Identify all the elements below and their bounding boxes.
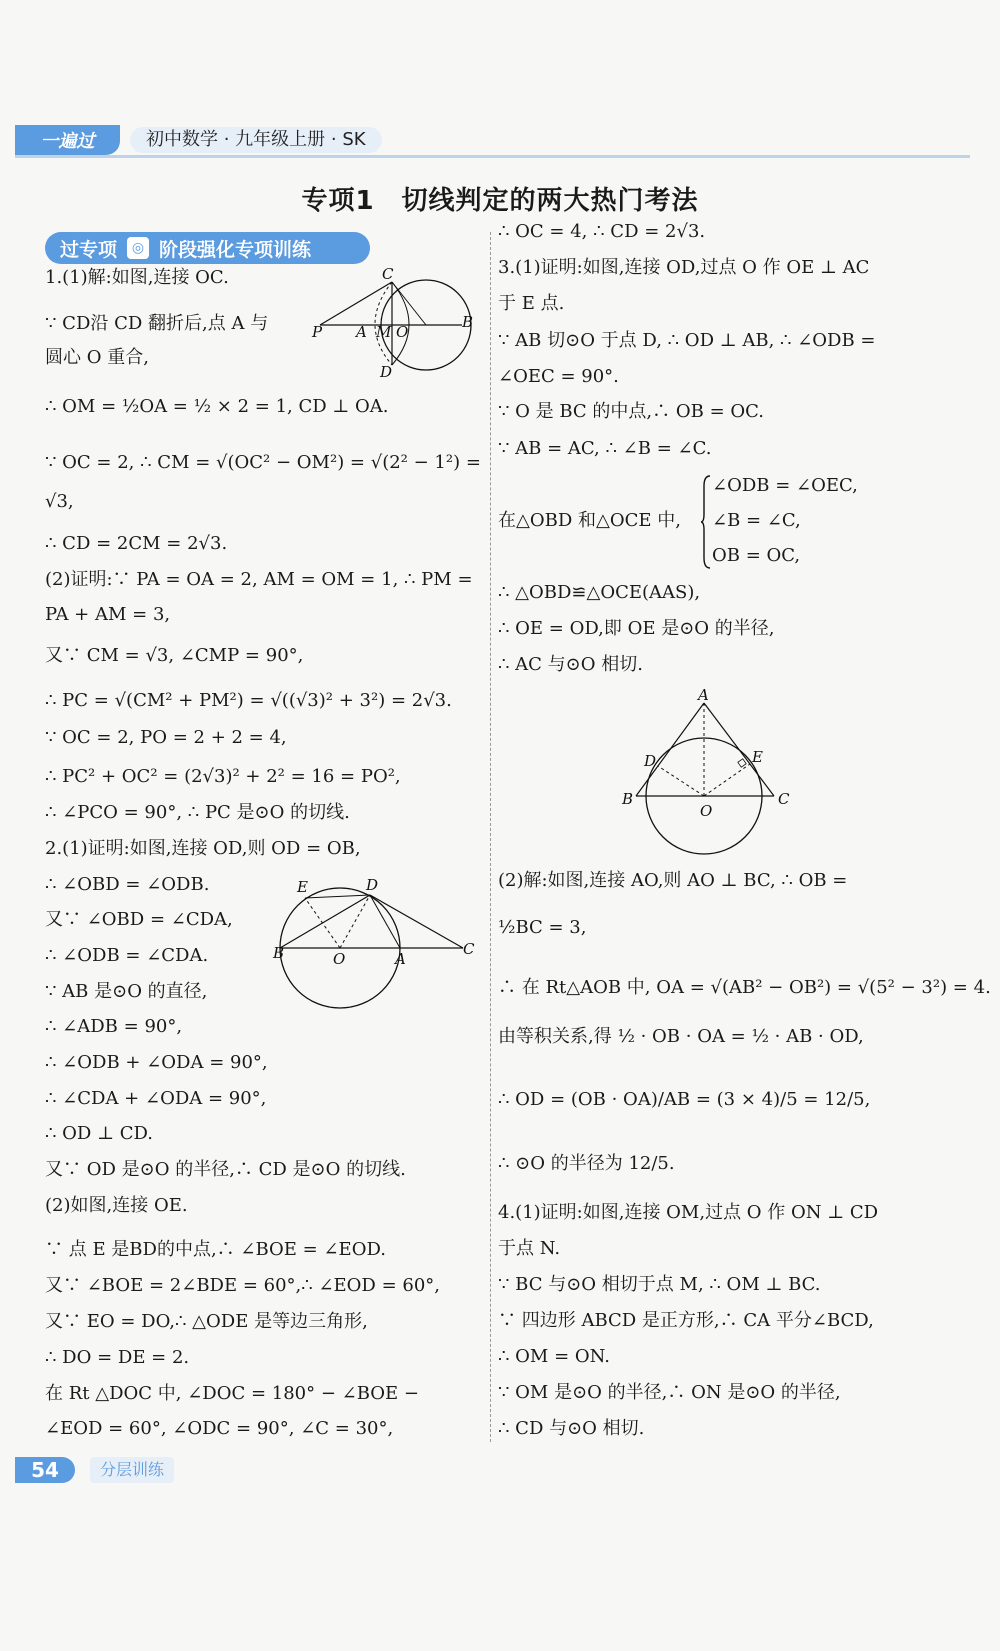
fig3-label: D [644,752,657,770]
text-line: ∵ 四边形 ABCD 是正方形,∴ CA 平分∠BCD, [498,1310,874,1331]
footer-label: 分层训练 [90,1457,174,1483]
fig2-label: E [297,878,308,896]
fig1-label: P [312,323,323,341]
text-line: ∠B = ∠C, [712,510,801,531]
text-line: ∴ OD = (OB · OA)/AB = (3 × 4)/5 = 12/5, [498,1089,871,1110]
fig3-label: C [778,790,790,808]
fig2-label: D [366,876,379,894]
text-line: PA + AM = 3, [45,604,171,625]
text-line: ∴ ∠PCO = 90°, ∴ PC 是⊙O 的切线. [45,802,350,823]
text-line: ∴ DO = DE = 2. [45,1347,190,1368]
text-line: 又∵ ∠OBD = ∠CDA, [45,909,233,930]
text-line: 在 Rt △DOC 中, ∠DOC = 180° − ∠BOE − [45,1383,419,1404]
text-line: ∴ OM = ½OA = ½ × 2 = 1, CD ⊥ OA. [45,396,389,417]
fig1-label: A [356,323,367,341]
fig1-label: O [396,323,409,341]
section-banner [45,232,370,264]
fig1-label: B [462,313,474,331]
series-logo: 一遍过 [15,125,120,155]
text-line: 又∵ OD 是⊙O 的半径,∴ CD 是⊙O 的切线. [45,1159,406,1180]
fig1-label: C [382,265,394,283]
text-line: ∴ ∠CDA + ∠ODA = 90°, [45,1088,267,1109]
text-line: ∠ODB = ∠OEC, [712,475,858,496]
fig2-label: A [395,950,406,968]
text-line: (2)证明:∵ PA = OA = 2, AM = OM = 1, ∴ PM = [45,569,473,590]
fig2-label: B [273,944,285,962]
page-number: 54 [15,1457,75,1483]
fig2-label: O [333,950,346,968]
banner-label: 过专项 [60,238,118,261]
fig3-label: O [700,802,713,820]
text-line: 由等积关系,得 ½ · OB · OA = ½ · AB · OD, [498,1026,864,1047]
text-line: ∠EOD = 60°, ∠ODC = 90°, ∠C = 30°, [45,1418,394,1439]
text-line: ∴ CD 与⊙O 相切. [498,1418,645,1439]
text-line: ∵ CD沿 CD 翻折后,点 A 与 [45,313,269,334]
header-rule [15,155,970,158]
text-line: ∴ OD ⊥ CD. [45,1123,154,1144]
text-line: ∵ BC 与⊙O 相切于点 M, ∴ OM ⊥ BC. [498,1274,821,1295]
figure-1-diagram [310,265,480,380]
text-line: ∵ OC = 2, ∴ CM = √(OC² − OM²) = √(2² − 1²) = [45,452,481,473]
text-line: ∴ CD = 2CM = 2√3. [45,533,228,554]
column-divider [490,232,491,1442]
book-title: 初中数学 · 九年级上册 · SK [130,127,382,153]
text-line: √3, [45,491,74,512]
text-line: ∴ ∠ADB = 90°, [45,1016,183,1037]
fig3-label: E [752,748,763,766]
text-line: 1.(1)解:如图,连接 OC. [45,267,229,288]
text-line: ∵ O 是 BC 的中点,∴ OB = OC. [498,401,764,422]
banner-subtitle: 阶段强化专项训练 [159,238,312,261]
figure-3-diagram [618,688,808,858]
text-line: 又∵ ∠BOE = 2∠BDE = 60°,∴ ∠EOD = 60°, [45,1275,441,1296]
text-line: ∴ OC = 4, ∴ CD = 2√3. [498,221,706,242]
text-line: ∵ OC = 2, PO = 2 + 2 = 4, [45,727,287,748]
text-line: 4.(1)证明:如图,连接 OM,过点 O 作 ON ⊥ CD [498,1202,879,1223]
text-line: ∵ AB 是⊙O 的直径, [45,981,208,1002]
text-line: ∴ ∠ODB = ∠CDA. [45,945,209,966]
text-line: 在△OBD 和△OCE 中, [498,510,681,531]
text-line: ∴ PC = √(CM² + PM²) = √((√3)² + 3²) = 2√3. [45,690,452,711]
text-line: ∵ 点 E 是BD的中点,∴ ∠BOE = ∠EOD. [45,1239,386,1260]
text-line: ∴ PC² + OC² = (2√3)² + 2² = 16 = PO², [45,766,401,787]
fig3-label: A [698,686,709,704]
text-line: ∴ OM = ON. [498,1346,610,1367]
text-line: ∴ △OBD≌△OCE(AAS), [498,582,701,603]
text-line: ∴ OE = OD,即 OE 是⊙O 的半径, [498,618,775,639]
text-line: ∴ AC 与⊙O 相切. [498,654,643,675]
text-line: ∴ ∠OBD = ∠ODB. [45,874,210,895]
fig1-label: M [376,323,392,341]
text-line: ∵ OM 是⊙O 的半径,∴ ON 是⊙O 的半径, [498,1382,841,1403]
brace-symbol [700,474,712,570]
text-line: 又∵ CM = √3, ∠CMP = 90°, [45,645,304,666]
text-line: 又∵ EO = DO,∴ △ODE 是等边三角形, [45,1311,368,1332]
fig3-label: B [622,790,634,808]
page-title: 专项1 切线判定的两大热门考法 [301,186,699,216]
text-line: ½BC = 3, [498,917,587,938]
text-line: ∴ ⊙O 的半径为 12/5. [498,1153,675,1174]
figure-2-diagram [273,876,485,1015]
text-line: 圆心 O 重合, [45,347,149,368]
text-line: OB = OC, [712,545,801,566]
text-line: 3.(1)证明:如图,连接 OD,过点 O 作 OE ⊥ AC [498,257,870,278]
text-line: (2)如图,连接 OE. [45,1195,188,1216]
fig1-label: D [380,363,393,381]
text-line: ∠OEC = 90°. [498,366,619,387]
target-icon: ◎ [127,237,149,259]
text-line: 2.(1)证明:如图,连接 OD,则 OD = OB, [45,838,361,859]
text-line: (2)解:如图,连接 AO,则 AO ⊥ BC, ∴ OB = [498,870,848,891]
text-line: 于点 N. [498,1238,561,1259]
text-line: ∴ 在 Rt△AOB 中, OA = √(AB² − OB²) = √(5² − 3²) = 4. [498,977,991,998]
text-line: 于 E 点. [498,293,565,314]
text-line: ∵ AB 切⊙O 于点 D, ∴ OD ⊥ AB, ∴ ∠ODB = [498,330,876,351]
fig2-label: C [463,940,475,958]
text-line: ∴ ∠ODB + ∠ODA = 90°, [45,1052,268,1073]
text-line: ∵ AB = AC, ∴ ∠B = ∠C. [498,438,712,459]
